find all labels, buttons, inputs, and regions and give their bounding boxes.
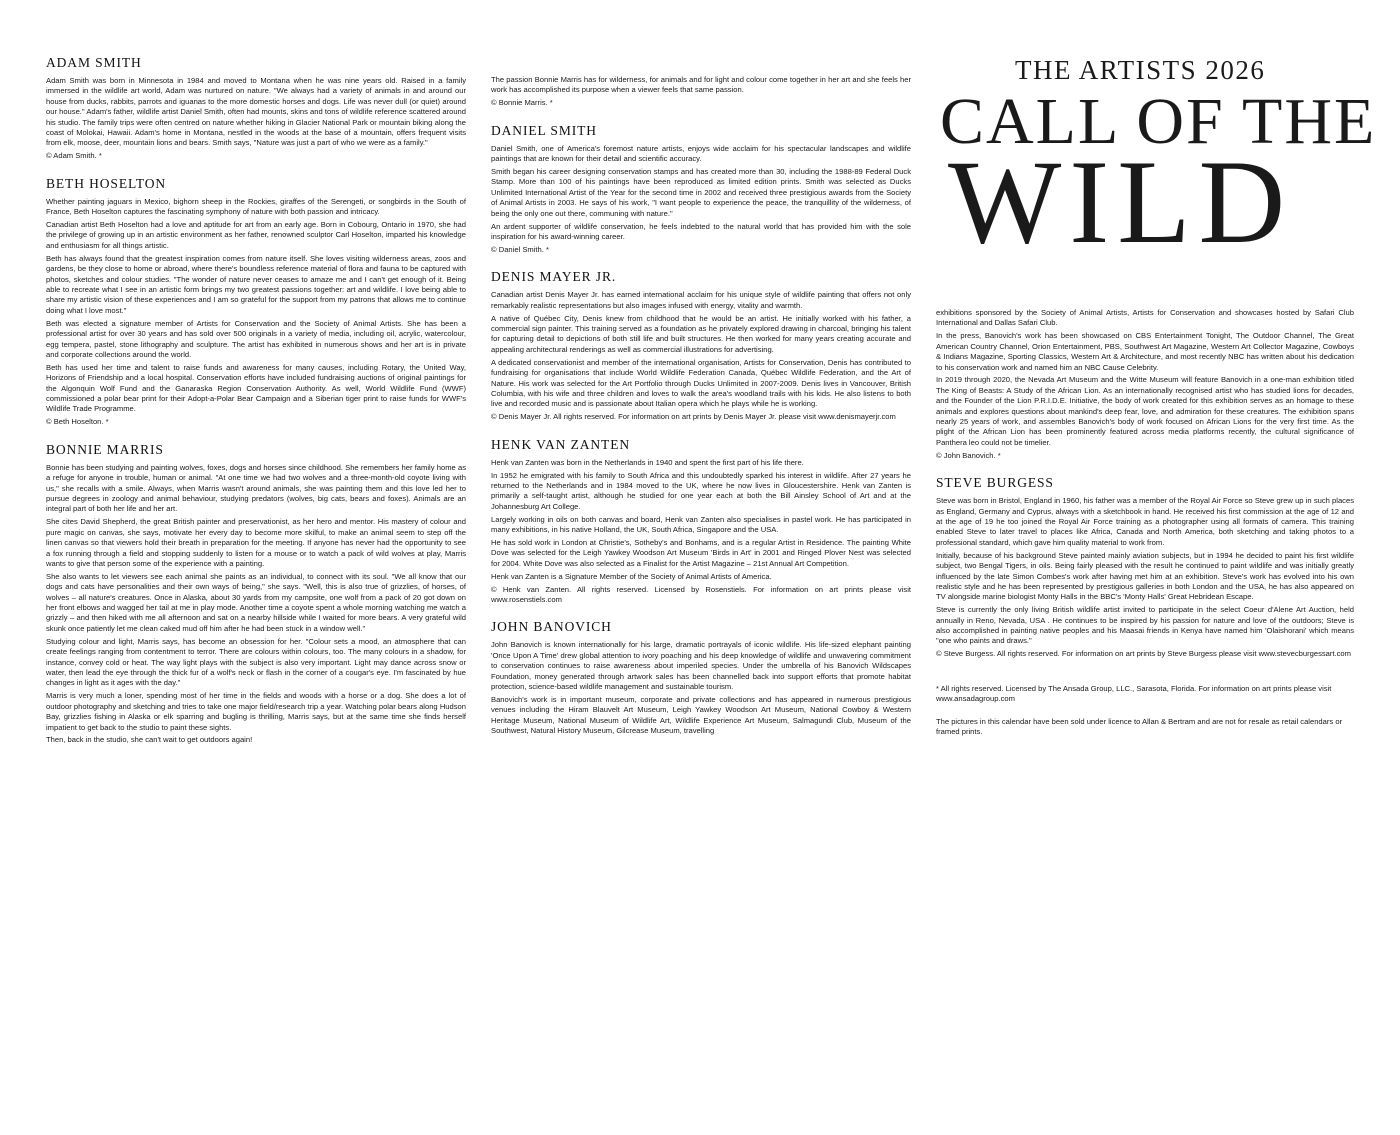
artist-heading: DENIS MAYER JR.: [491, 269, 617, 285]
bio-paragraph: Steve is currently the only living British wildlife artist invited to participate in the select Coeur d'Alene Art Auction, held annually in Reno, Nevada, USA . He continues to be inspired by his passion for nature and love of the outdoors; Steve is also accomplished in painting native peoples and his Maasai friends in Kenya have named him 'Olaishorani' which means "one who paints and draws.": [936, 605, 1354, 646]
copyright-line: © Henk van Zanten. All rights reserved. Licensed by Rosenstiels. For information on art prints please visit www.rosenstiels.com: [491, 584, 911, 605]
masthead-title-line2: WILD: [948, 135, 1294, 268]
bio-paragraph: Daniel Smith, one of America's foremost nature artists, enjoys wide acclaim for his spectacular landscapes and wildlife paintings that are known for their detail and scientific accuracy.: [491, 143, 911, 164]
masthead-kicker: THE ARTISTS 2026: [1015, 55, 1266, 85]
artist-heading: HENK VAN ZANTEN: [491, 436, 630, 452]
bio-paragraph: Then, back in the studio, she can't wait to get outdoors again!: [46, 735, 253, 745]
bio-paragraph: She also wants to let viewers see each animal she paints as an individual, to connect with its soul. "We all know that our dogs and cats have personalities and their own ways of being," she says. "Well, this is also true of grizzlies, of horses, of wolves – all nature's creatures. Once in Alaska, about 30 yards from my campsite, one wolf from a pack of 20 got down on her front elbows and wagged her tail at me in play mode. Another time a coyote spent a whole morning watching me watch a grizzly – and then hiked with me all afternoon and sat on a nearby hillside while I waited for more bears. A very grateful wild skunk once patiently let me clean caked mud off him after he had been stuck in a window well.": [46, 571, 466, 633]
bio-paragraph: A dedicated conservationist and member of the international organisation, Artists for Conservation, Denis has contributed to fundraising for organisations that include World Wildlife Federation Canada, Québec Wildlife Federation, and the Art of Nature. His work was selected for the Art Portfolio through Ducks Unlimited in 2007-2009. Denis lives in Vancouver, British Columbia, with his wife and three children and loves to walk the area's woodland trails with his kids. He also listens to both live and recorded music and is passionate about Italian opera which he plays while he is working.: [491, 357, 911, 409]
bio-paragraph: Henk van Zanten is a Signature Member of the Society of Animal Artists of America.: [491, 571, 772, 581]
copyright-line: © Adam Smith. *: [46, 151, 102, 161]
bio-paragraph: Studying colour and light, Marris says, has become an obsession for her. "Colour sets a mood, an atmosphere that can create feelings ranging from contentment to terror. There are colours within colours, too. The many colours in a shadow, for instance, convey cold or heat. The way light plays with the subject is also very important. Light may dance across snow or water, then lead the eye through the thick fur of a wolf's neck or flash in the corner of a cougar's eye. I'm fascinated by hue changes in light as it ages with the day.": [46, 636, 466, 688]
bio-paragraph: An ardent supporter of wildlife conservation, he feels indebted to the natural world that has provided him with the sole inspiration for his award-winning career.: [491, 221, 911, 241]
artist-daniel-smith: [491, 123, 911, 256]
bio-paragraph: Initially, because of his background Steve painted mainly aviation subjects, but in 1994 he decided to paint his first wildlife subject, two Bengal Tigers, in oils. Being fairly pleased with the result he continued to paint wildlife and was initially greatly influenced by the late Simon Combes's work after having met him at an exhibition. Steve's work has evolved into his own realistic style and he has been represented by prestigious galleries in both London and the USA, he has also appeared on TV alongside marine biologist Monty Halls in the BBC's 'Monty Halls' Great Hebridean Escape.: [936, 550, 1354, 602]
bio-paragraph: He has sold work in London at Christie's, Sotheby's and Bonhams, and is a regular Artist in Residence. The painting White Dove was selected for the Leigh Yawkey Woodson Art Museum 'Birds in Art' in 2001 and Ringed Plover Nest was selected for 2004. White Dove was also selected as a Finalist for the Artist Magazine – 21st Annual Art Competition.: [491, 538, 911, 568]
masthead: [940, 55, 1377, 268]
middle-column: [491, 75, 911, 751]
bio-paragraph: In 1952 he emigrated with his family to South Africa and this undoubtedly sparked his interest in wildlife. After 27 years he returned to the Netherlands and in 1984 moved to the UK, where he now lives in Gloucestershire. Henk van Zanten is primarily a self-taught artist, although he studied for one year each at both the Bill Ainsley School of Art and at the Johannesburg Art College.: [491, 470, 911, 511]
bio-paragraph: Beth has always found that the greatest inspiration comes from nature itself. She loves visiting wilderness areas, zoos and gardens, be they close to home or abroad, where there's boundless reference material of flora and fauna to be captured with photos, sketches and colour studies. "The wonder of nature never ceases to amaze me and I can't get enough of it. Being able to recreate what I see in an artistic form brings my two greatest passions together: art and wildlife. I love being able to share my artistic vision of these experiences and I am so grateful for the support from my patrons that allows me to continue doing what I love most.": [46, 253, 466, 315]
bio-paragraph: Whether painting jaguars in Mexico, bighorn sheep in the Rockies, giraffes of the Serengeti, or songbirds in the South of France, Beth Hoselton captures the fascinating symphony of nature with both passion and intricacy.: [46, 196, 466, 217]
bio-paragraph: Largely working in oils on both canvas and board, Henk van Zanten also specialises in pastel work. He has participated in many exhibitions, in his native Holland, the UK, South Africa, Singapore and the USA.: [491, 514, 911, 535]
left-column: [46, 55, 466, 760]
bio-paragraph: Canadian artist Beth Hoselton had a love and aptitude for art from an early age. Born in Cobourg, Ontario in 1970, she had the privilege of growing up in an artistic environment as her father, renowned sculptor Carl Hoselton, imparted his knowledge and enthusiasm for all things artistic.: [46, 220, 466, 250]
bio-paragraph: Banovich's work is in important museum, corporate and private collections and has appeared in numerous prestigious venues including the Hiram Blauvelt Art Museum, Leigh Yawkey Woodson Art Museum, National Cowboy & Western Heritage Museum, National Museum of Wildlife Art, Wildlife Experience Art Museum, Salmagundi Club, Museum of the Southwest, Natural History Museum, Gilcrease Museum, travelling: [491, 694, 911, 736]
bio-paragraph: Henk van Zanten was born in the Netherlands in 1940 and spent the first part of his life there.: [491, 457, 804, 467]
artist-adam-smith: [46, 55, 466, 162]
artist-steve-burgess: [936, 475, 1354, 660]
bio-paragraph: exhibitions sponsored by the Society of Animal Artists, Artists for Conservation and showcases hosted by Safari Club International and Dallas Safari Club.: [936, 308, 1354, 328]
bio-paragraph: Adam Smith was born in Minnesota in 1984 and moved to Montana when he was nine years old. Raised in a family immersed in the wildlife art world, Adam was nurtured on nature. "We always had a variety of animals in and around our house from ducks, rabbits, parrots and iguanas to the more domestic horses and dogs. Life was never dull (or quiet) around our house." Adam's father, wildlife artist Daniel Smith, often had mounts, skins and tons of wildlife reference scattered around his studio. The family trips were often centred on nature whether hiking in Glacier National Park or mountain biking along the coast of Molokai, Hawaii. Adam's home in Montana, nestled in the woods at the base of a mountain, offers frequent visits from elk, moose, deer, mountain lions and bears. Smith says, "Nature was just a part of who we were as a family.": [46, 76, 466, 148]
bio-paragraph: Beth was elected a signature member of Artists for Conservation and the Society of Animal Artists. She has been a professional artist for over 30 years and has sold over 500 originals in a variety of media, including oil, acrylic, watercolour, egg tempera, pastel, stone lithography and sculpture. The artist has exhibited in numerous shows and her art is in private and corporate collections around the world.: [46, 318, 466, 359]
bio-paragraph: The passion Bonnie Marris has for wilderness, for animals and for light and colour come together in her art and she feels her work has accomplished its purpose when a viewer feels that same passion.: [491, 75, 911, 95]
bio-paragraph: In 2019 through 2020, the Nevada Art Museum and the Witte Museum will feature Banovich in a one-man exhibition titled The King of Beasts: A Study of the African Lion. As an internationally recognised artist who has studied lions for decades, and the Founder of the Lion P.R.I.D.E. Initiative, the body of work created for this exhibition serves as an homage to these animals and explores questions about mankind's deep fear, love, and admiration for these creatures. The exhibition spans nearly 25 years of work, and assembles Banovich's body of work focused on African Lions for the very first time. As the plight of the African Lion has been prominently featured across media platforms recently, the cultural significance of Panthera leo could not be timelier.: [936, 375, 1354, 447]
copyright-line: © Steve Burgess. All rights reserved. For information on art prints by Steve Burgess please visit www.stevecburgessart.com: [936, 649, 1351, 659]
bio-paragraph: Bonnie has been studying and painting wolves, foxes, dogs and horses since childhood. She remembers her family home as a refuge for anyone in trouble, human or animal. "At one time we had two wolves and a three-month-old coyote living with us," she recalls with a smile. Always, when Marris wasn't around animals, she was painting them and this love led her to pursue degrees in zoology and animal behaviour, studying predators (wolves, big cats, bears and foxes). Animals are an integral part of both her life and her art.: [46, 462, 466, 514]
copyright-line: © Bonnie Marris. *: [491, 98, 553, 108]
bio-paragraph: Canadian artist Denis Mayer Jr. has earned international acclaim for his unique style of wildlife painting that offers not only remarkably realistic representations but also images infused with energy, vitality and warmth.: [491, 290, 911, 310]
artist-heading: BONNIE MARRIS: [46, 441, 164, 457]
artist-heading: JOHN BANOVICH: [491, 619, 612, 635]
license-note: * All rights reserved. Licensed by The Ansada Group, LLC., Sarasota, Florida. For information on art prints please visit www.ansadagroup.com: [936, 683, 1332, 704]
copyright-line: © Denis Mayer Jr. All rights reserved. For information on art prints by Denis Mayer Jr. please visit www.denismayerjr.com: [491, 412, 896, 422]
artist-denis-mayer: [491, 269, 911, 422]
artist-heading: DANIEL SMITH: [491, 122, 597, 138]
artist-heading: BETH HOSELTON: [46, 175, 167, 191]
bio-paragraph: In the press, Banovich's work has been showcased on CBS Entertainment Tonight, The Outdoor Channel, The Great American Country Channel, Orion Entertainment, PBS, Southwest Art Magazine, Western Art Collector Magazine, Cowboys & Indians Magazine, Sporting Classics, Western Art & Architecture, and most recently NBC has written about his dedication to his conservation work and named him an NBC Cause Celebrity.: [936, 331, 1354, 372]
masthead-title-line1: CALL OF THE: [940, 85, 1377, 158]
artist-john-banovich-continued: [936, 308, 1354, 461]
bio-paragraph: John Banovich is known internationally for his large, dramatic portrayals of iconic wildlife. His life-sized elephant painting 'Once Upon A Time' drew global attention to ivory poaching and his deep knowledge of wildlife and unwavering commitment to conservation continues to raise awareness about imperiled species. Under the umbrella of his Banovich Wildscapes Foundation, money generated through artwork sales has been channelled back into support efforts that promote habitat protection, science-based wildlife management and sustainable tourism.: [491, 640, 911, 692]
artist-henk-van-zanten: [491, 437, 911, 606]
artist-bonnie-marris: [46, 442, 466, 746]
artist-bonnie-marris-continued: [491, 75, 911, 109]
bio-paragraph: A native of Québec City, Denis knew from childhood that he would be an artist. He initially worked with his father, a commercial sign painter. This training served as a foundation as he privately explored drawing in charcoal, bringing his talent for capturing detail to depictions of both still life and built structures. He then worked for many years creating accurate and appealing architectural renderings as well as commercial illustrations for advertising.: [491, 313, 911, 354]
bio-paragraph: She cites David Shepherd, the great British painter and preservationist, as her hero and mentor. His mastery of colour and pure magic on canvas, she says, motivate her every day to become more skilful, to make an animal seem to step off the linen canvas so that viewers hold their breath in preparation for the meeting. If anyone has never had the opportunity to see a fox running through a field and stopping suddenly to listen for a mouse or to watch a pack of wild wolves at play, Marris wants to give that person some of the experience with a painting.: [46, 517, 466, 568]
bio-paragraph: Beth has used her time and talent to raise funds and awareness for many causes, including Rotary, the United Way, Horizons of Friendship and a local hospital. Conservation efforts have included fundraising auctions of original paintings for the Algonquin Wolf Fund and the Ganaraska Region Conservation Authority. As well, World Wildlife Fund (WWF) commissioned a polar bear print for their Adopt-a-Polar Bear Campaign and a Siberian tiger print to raise funds for WWF's Wildlife Trade Programme.: [46, 362, 466, 414]
right-column: [936, 308, 1354, 749]
bio-paragraph: Smith began his career designing conservation stamps and has created more than 30, including the 1988-89 Federal Duck Stamp. More than 100 of his paintings have been reproduced as limited edition prints. Smith was selected as Ducks Unlimited International Artist of the Year for the second time in 2002 and received three prestigious awards from the Society of Animal Artists in 2003. He says of his work, "I want people to experience the peace, the tranquillity of the wilderness, of being the only one out there, communing with nature.": [491, 167, 911, 218]
disclaimer-note: The pictures in this calendar have been sold under licence to Allan & Bertram and are not for resale as retail calendars or framed prints.: [936, 716, 1343, 736]
artist-john-banovich: [491, 619, 911, 736]
bio-paragraph: Marris is very much a loner, spending most of her time in the fields and woods with a horse or a dog. She does a lot of outdoor photography and sketching and tries to take one major field/research trip a year. Watching polar bears along Hudson Bay, grizzlies fishing in Alaska or elk sparring and bugling is thrilling, Marris says, but at the same time she finds herself impatient to get back to the studio to paint these sights.: [46, 691, 466, 732]
license-notes: [936, 684, 1354, 738]
artist-beth-hoselton: [46, 176, 466, 428]
artist-heading: ADAM SMITH: [46, 55, 142, 70]
copyright-line: © Beth Hoselton. *: [46, 417, 109, 427]
artist-heading: STEVE BURGESS: [936, 475, 1054, 491]
bio-paragraph: Steve was born in Bristol, England in 1960, his father was a member of the Royal Air Force so Steve grew up in such places as England, Germany and Cyprus, always with a sketchbook in hand. He received his first commission at the age of 12 and at the age of 19 he too joined the Royal Air Force training as a photographer using all formats of camera. This training enabled Steve to later travel to places like Africa, Canada and North America, both sketching and taking photos to a professional standard, which gave him quality material to work from.: [936, 496, 1354, 547]
copyright-line: © Daniel Smith. *: [491, 244, 549, 254]
copyright-line: © John Banovich. *: [936, 450, 1001, 460]
